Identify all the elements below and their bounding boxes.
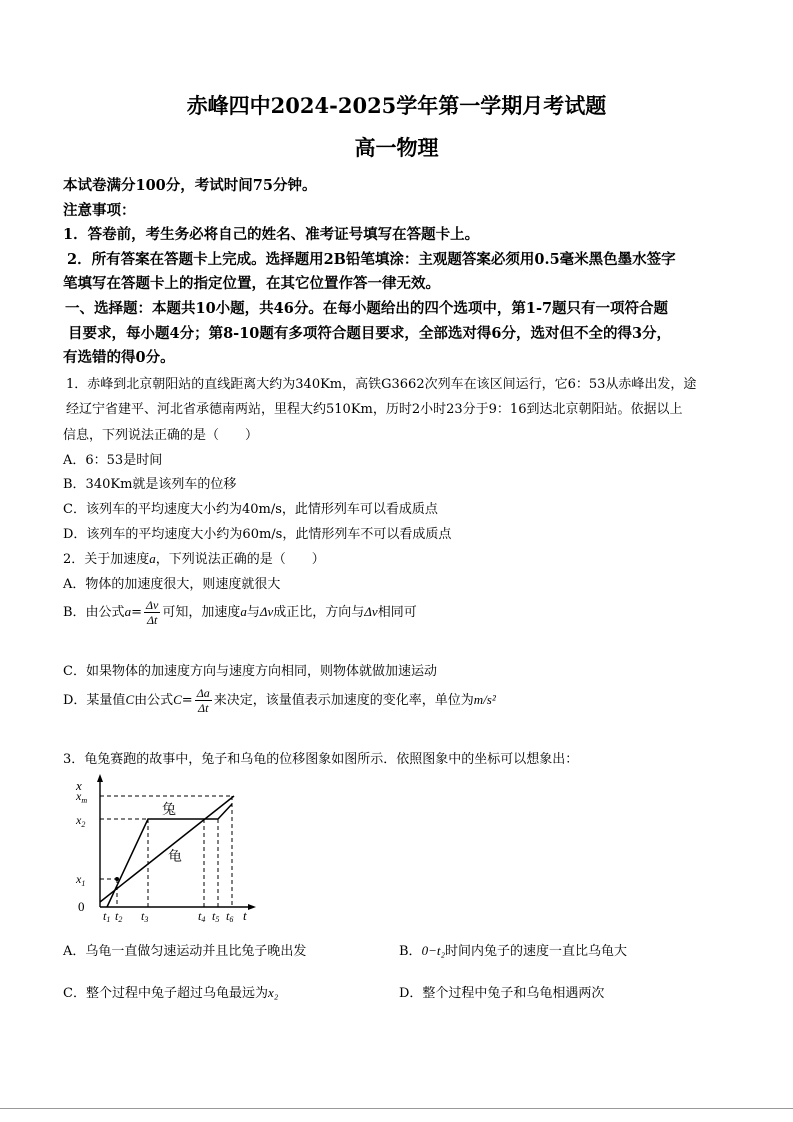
q3-b-pre: B． [399,944,422,959]
t-tick-t4 [198,909,205,924]
section1-line1: 一、选择题：本题共10小题，共46分。在每小题给出的四个选项中，第1-7题只有一项符合题 [65,300,669,317]
y-tick-x1 [75,872,85,888]
t-tick-t5-label: t [212,909,216,923]
q2-b-var: a [124,604,132,619]
t-tick-t2 [115,909,122,924]
t-tick-t6-label: t [226,909,230,923]
notice-item-1: 1．答卷前，考生务必将自己的姓名、准考证号填写在答题卡上。 [63,226,480,243]
q2-b-fraction [144,598,160,627]
q1-stem-line1: 1．赤峰到北京朝阳站的直线距离大约为340Km，高铁G3662次列车在该区间运行，它6：53从赤峰出发，途 [66,377,697,392]
q2-d-post: 来决定，该量值表示加速度的变化率，单位为 [213,693,474,708]
q1-stem-line3: 信息，下列说法正确的是（ ） [63,428,259,443]
q2-d-den: Δt [198,701,209,715]
exam-subtitle: 高一物理 [354,135,439,160]
q3-b-range: 0−t₂ [421,943,445,958]
q1-option-a: A．6：53是时间 [63,453,163,468]
y-tick-xm [75,789,87,805]
q2-d-var2: C [173,692,182,707]
q2-b-eq: = [131,605,142,620]
rabbit-label: 兔 [162,803,176,818]
t-tick-t2-label: t [115,909,119,923]
exam-title: 赤峰四中2024-2025学年第一学期月考试题 [186,93,607,118]
q2-b-mid2: 与 [246,605,260,620]
t-tick-t1 [103,909,110,924]
q2-option-a: A．物体的加速度很大，则速度就很大 [63,577,281,592]
t-tick-t1-sub: 1 [106,915,111,924]
q2-b-dv1: Δv [259,604,274,619]
t-tick-t4-label: t [198,909,202,923]
q1-option-d: D．该列车的平均速度大小约为60m/s，此情形列车不可以看成质点 [63,527,452,542]
notice-item-2-line1: 2．所有答案在答题卡上完成。选择题用2B铅笔填涂：主观题答案必须用0.5毫米黑色墨水签字 [67,251,676,268]
q2-option-b [63,598,417,627]
q3-b-post: 时间内兔子的速度一直比乌龟大 [444,944,627,959]
q2-option-c: C．如果物体的加速度方向与速度方向相同，则物体就做加速运动 [63,664,437,679]
meeting-point [115,877,119,881]
q3-option-d: D．整个过程中兔子和乌龟相遇两次 [399,986,605,1001]
q2-b-num: Δv [145,598,159,612]
q2-stem-post: ，下列说法正确的是（ ） [155,552,325,567]
q1-stem-line2: 经辽宁省建平、河北省承德南两站，里程大约510Km，历时2小时23分于9：16到达北京朝阳站。依据以上 [66,402,683,417]
page-bottom-rule [0,1108,793,1109]
t-axis-label: t [243,908,247,923]
y-tick-x2 [75,813,85,829]
notice-item-2-line2: 笔填写在答题卡上的指定位置，在其它位置作答一律无效。 [63,275,440,292]
q2-b-pre: B．由公式 [63,605,125,620]
y-tick-x2-sub: 2 [81,820,86,829]
q2-d-unit: m/s² [473,692,496,707]
y-axis-arrow-icon [97,774,103,782]
t-tick-labels [103,909,233,924]
q1-option-b: B．340Km就是该列车的位移 [63,477,237,492]
section1-line3: 有选错的得0分。 [63,349,175,366]
q2-stem-var: a [149,551,156,566]
y-tick-x1-label: x [76,872,82,886]
q2-d-mid: 由公式 [134,693,174,708]
q3-option-a: A．乌龟一直做匀速运动并且比兔子晚出发 [63,944,307,959]
t-tick-t2-sub: 2 [118,915,123,924]
q2-b-mid1: 可知，加速度 [162,605,241,620]
t-tick-t6-sub: 6 [229,915,234,924]
q3-stem: 3．龟兔赛跑的故事中，兔子和乌龟的位移图象如图所示．依照图象中的坐标可以想象出： [63,752,579,767]
q1-option-c: C．该列车的平均速度大小约为40m/s，此情形列车可以看成质点 [63,502,438,517]
y-tick-xm-sub: m [81,796,88,805]
q2-b-den: Δt [146,613,158,627]
t-tick-t6 [226,909,233,924]
t-tick-t3-sub: 3 [144,915,149,924]
q3-c-var: x₂ [267,985,279,1000]
q2-b-post: 相同可 [377,605,417,620]
q3-option-c [63,982,278,1001]
x-axis-label: x [76,778,82,793]
t-tick-t5-sub: 5 [215,915,220,924]
turtle-label: 龟 [168,850,182,865]
q2-option-d [63,686,496,715]
exam-meta: 本试卷满分100分，考试时间75分钟。 [63,177,317,194]
t-tick-t1-label: t [103,909,107,923]
q3-c-pre: C．整个过程中兔子超过乌龟最远为 [63,986,268,1001]
q2-b-var2: a [240,604,247,619]
q2-d-fraction [195,686,212,715]
t-tick-t3-label: t [141,909,145,923]
t-tick-t3 [141,909,148,924]
y-tick-x2-label: x [76,813,82,827]
y-tick-xm-label: x [76,789,82,803]
q2-b-mid3: 成正比，方向与 [273,605,365,620]
q2-d-var: C [125,692,135,707]
y-tick-x1-sub: 1 [81,879,86,888]
t-axis-arrow-icon [248,904,256,910]
q3-displacement-graph [70,772,260,924]
t-tick-t4-sub: 4 [201,915,206,924]
notice-heading: 注意事项： [63,202,136,219]
q2-d-num: Δa [196,686,210,700]
q3-option-b [399,940,627,959]
q2-d-eq: = [181,693,193,708]
q2-b-dv2: Δv [364,604,378,619]
origin-label: 0 [78,899,85,914]
section1-line2: 目要求，每小题4分；第8-10题有多项符合题目要求，全部选对得6分，选对但不全的得3分， [68,325,672,342]
q2-d-pre: D．某量值 [63,693,126,708]
q2-stem [63,548,325,567]
t-tick-t5 [212,909,219,924]
q2-stem-pre: 2．关于加速度 [63,552,150,567]
